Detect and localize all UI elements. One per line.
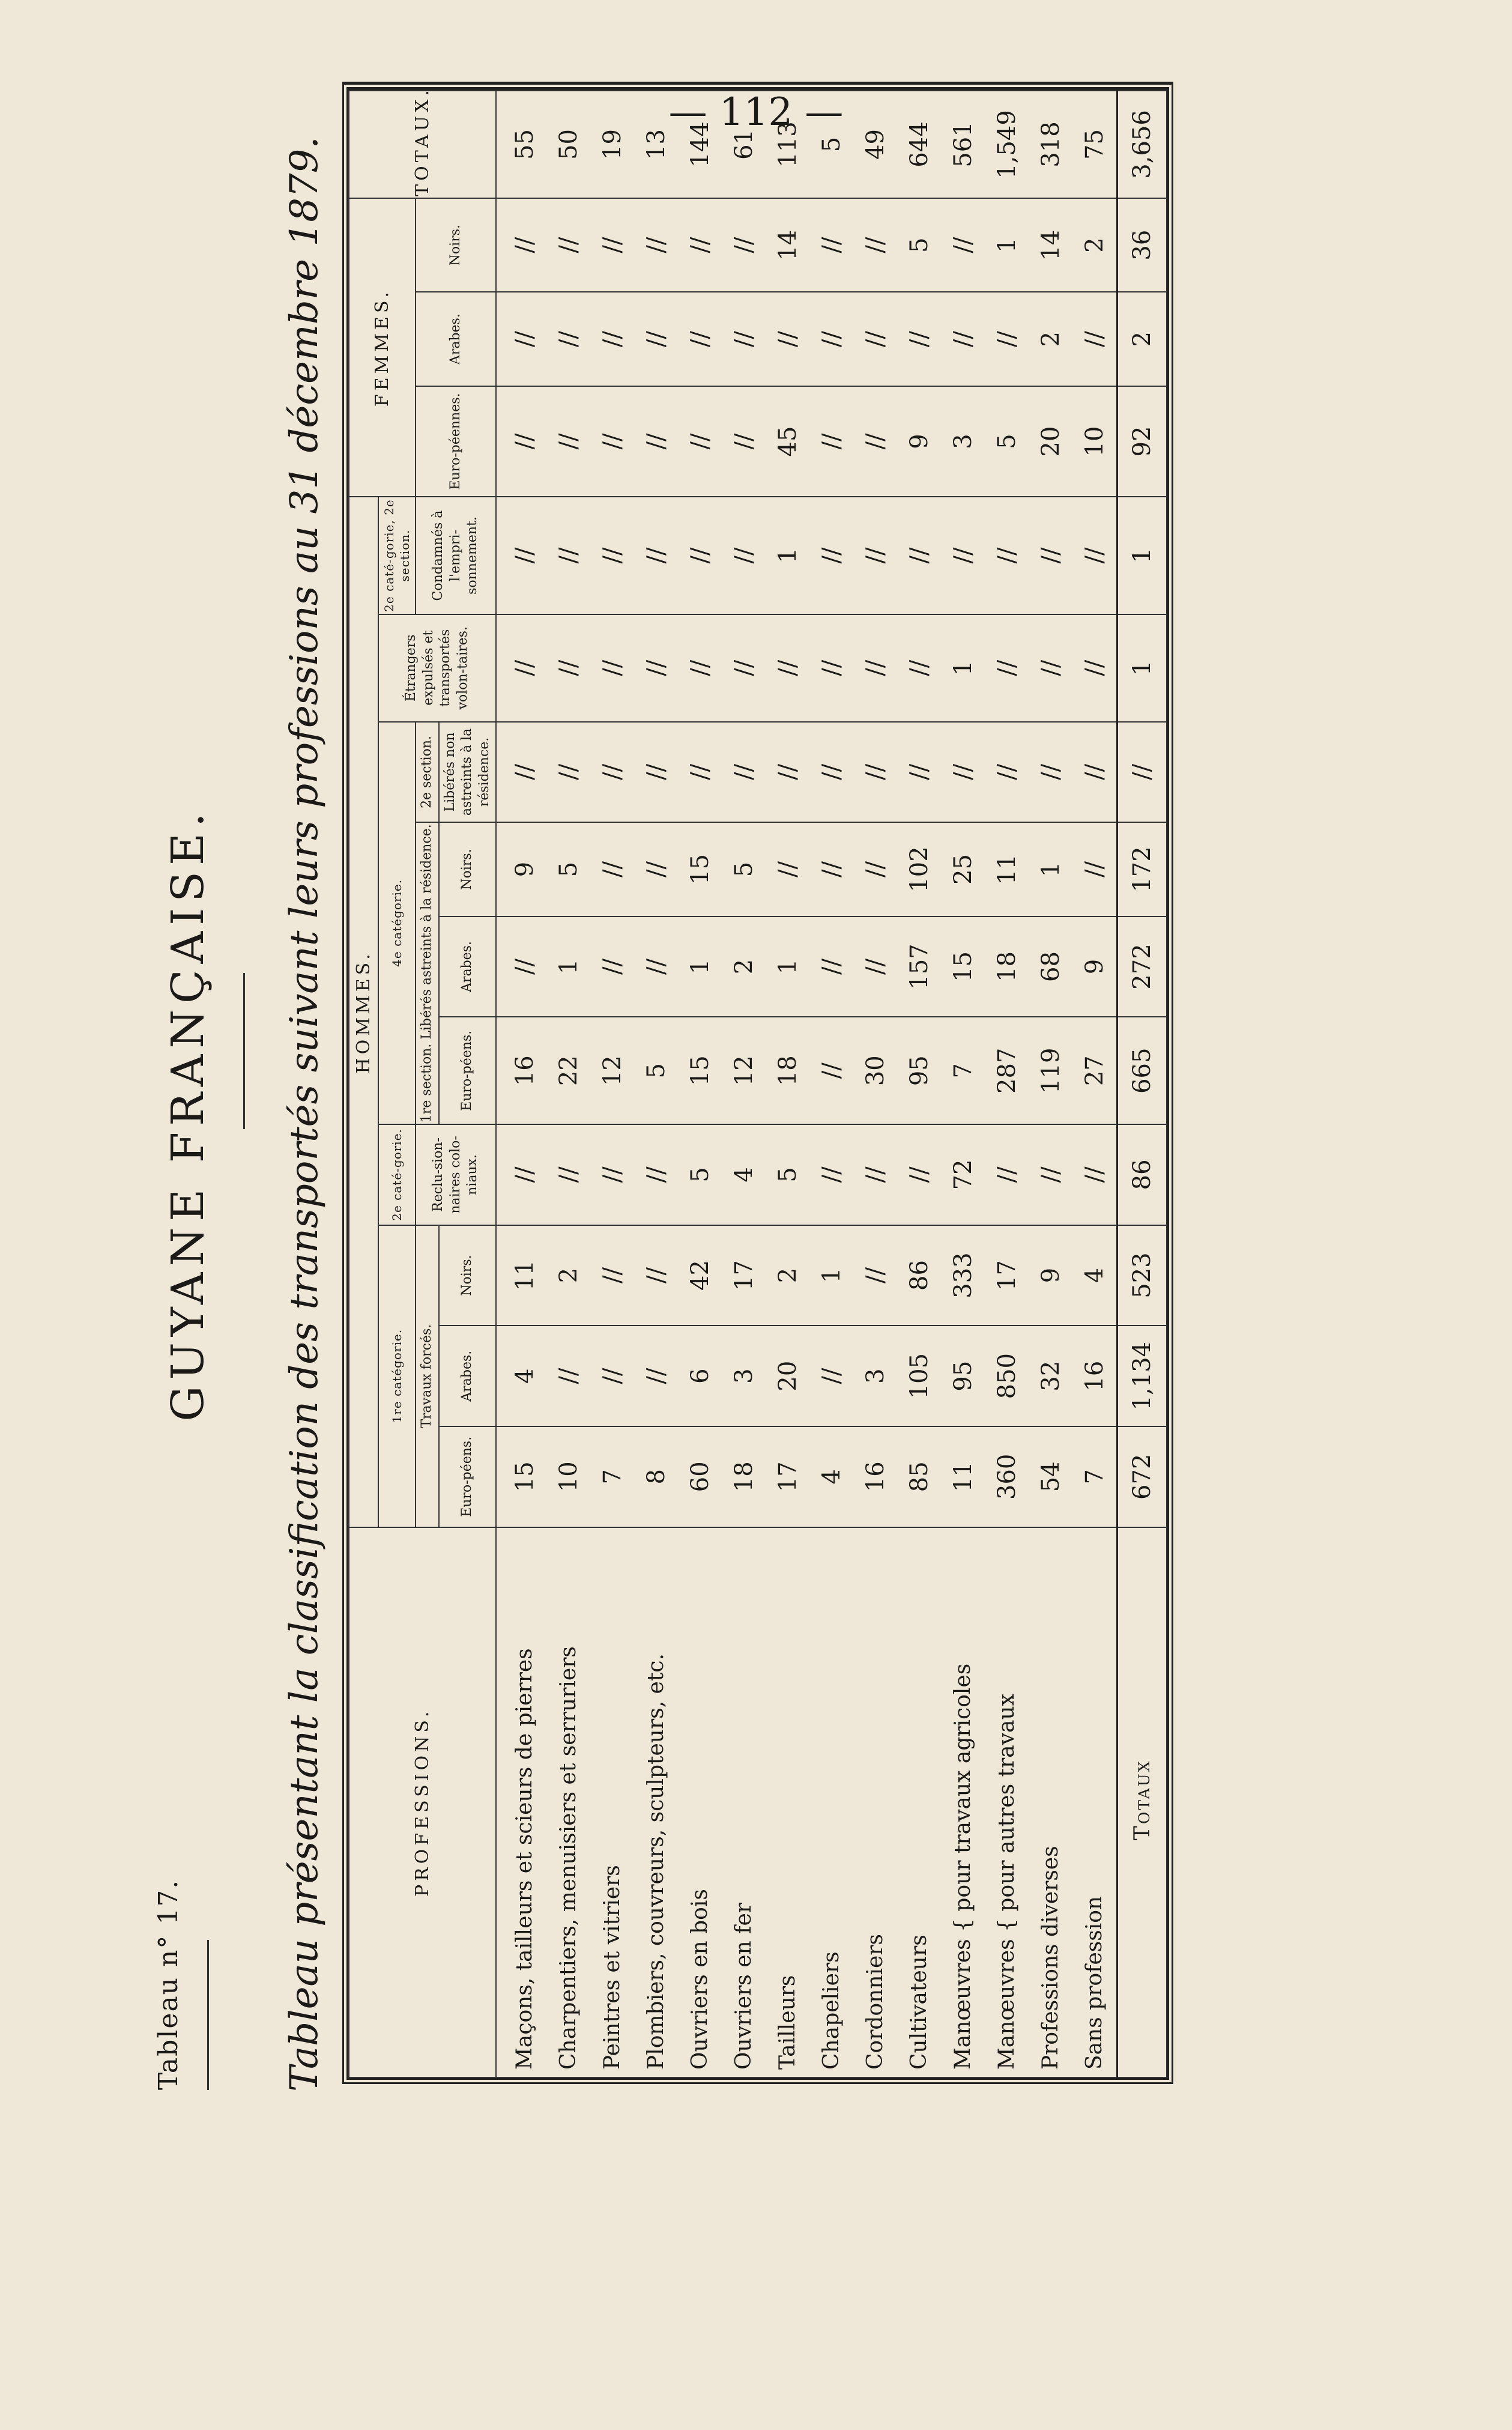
table-cell: // (1029, 1124, 1072, 1225)
table-cell: 644 (897, 91, 941, 198)
table-cell: // (941, 198, 985, 292)
table-cell: 11 (985, 822, 1029, 916)
table-cell: 95 (897, 1017, 941, 1124)
table-cell: 16 (853, 1426, 897, 1527)
table-cell: 1 (985, 198, 1029, 292)
table-cell: 272 (1117, 917, 1167, 1017)
table-row (722, 91, 766, 2077)
table-cell: // (496, 917, 546, 1017)
table-cell: 1 (546, 917, 590, 1017)
table-cell: // (1072, 497, 1117, 614)
table-cell: 4 (809, 1426, 853, 1527)
totals-row (1117, 91, 1167, 2077)
table-cell: 15 (678, 1017, 722, 1124)
table-row (1072, 91, 1117, 2077)
table-cell: 14 (766, 198, 809, 292)
table-cell: // (809, 822, 853, 916)
table-cell: 30 (853, 1017, 897, 1124)
col-h1-europeens: Euro-péens. (439, 1426, 497, 1527)
profession-label: Chapeliers (809, 1527, 853, 2077)
table-cell: // (496, 386, 546, 497)
table-cell: // (853, 292, 897, 386)
table-cell: 1 (766, 917, 809, 1017)
table-cell: 11 (941, 1426, 985, 1527)
table-cell: // (809, 1124, 853, 1225)
table-cell: // (590, 722, 634, 823)
table-cell: 49 (853, 91, 897, 198)
profession-label: Maçons, tailleurs et scieurs de pierres (496, 1527, 546, 2077)
data-table-frame (342, 82, 1173, 2084)
table-cell: // (634, 917, 678, 1017)
table-cell: // (1117, 722, 1167, 823)
table-cell: // (546, 292, 590, 386)
table-cell: 172 (1117, 822, 1167, 916)
totals-label: Totaux (1117, 1527, 1167, 2077)
table-cell: // (1072, 822, 1117, 916)
table-cell: // (722, 614, 766, 722)
col-reclusionnaires: Reclu-sion-naires colo-niaux. (416, 1124, 496, 1225)
table-cell: 1 (766, 497, 809, 614)
table-cell: // (1072, 1124, 1117, 1225)
table-cell: // (853, 614, 897, 722)
table-cell: // (546, 1124, 590, 1225)
col-cat1: 1re catégorie. (378, 1225, 416, 1527)
table-cell: // (678, 497, 722, 614)
table-cell: 9 (1072, 917, 1117, 1017)
table-cell: // (897, 722, 941, 823)
table-cell: // (634, 497, 678, 614)
table-cell: 17 (722, 1225, 766, 1326)
profession-label: Cultivateurs (897, 1527, 941, 2077)
table-cell: 14 (1029, 198, 1072, 292)
profession-label: Charpentiers, menuisiers et serruriers (546, 1527, 590, 2077)
table-cell: 2 (1117, 292, 1167, 386)
table-cell: 86 (1117, 1124, 1167, 1225)
profession-label: Ouvriers en bois (678, 1527, 722, 2077)
table-cell: // (590, 497, 634, 614)
col-h4-noirs: Noirs. (439, 822, 497, 916)
table-cell: 17 (766, 1426, 809, 1527)
table-cell: 36 (1117, 198, 1167, 292)
table-row (809, 91, 853, 2077)
table-cell: 60 (678, 1426, 722, 1527)
table-cell: // (1029, 614, 1072, 722)
table-cell: 13 (634, 91, 678, 198)
table-cell: // (809, 292, 853, 386)
table-cell: // (985, 614, 1029, 722)
table-cell: 5 (897, 198, 941, 292)
profession-label: Peintres et vitriers (590, 1527, 634, 2077)
table-cell: 5 (809, 91, 853, 198)
table-cell: // (809, 917, 853, 1017)
table-row (1029, 91, 1072, 2077)
table-cell: // (678, 614, 722, 722)
table-cell: 15 (941, 917, 985, 1017)
table-cell: 10 (1072, 386, 1117, 497)
table-cell: 1,549 (985, 91, 1029, 198)
table-cell: 360 (985, 1426, 1029, 1527)
profession-label: Professions diverses (1029, 1527, 1072, 2077)
table-cell: 75 (1072, 91, 1117, 198)
table-cell: // (809, 614, 853, 722)
col-f-noirs: Noirs. (416, 198, 496, 292)
col-totaux: TOTAUX. (349, 91, 496, 198)
table-cell: 17 (985, 1225, 1029, 1326)
table-cell: 16 (496, 1017, 546, 1124)
table-row (546, 91, 590, 2077)
table-cell: // (985, 292, 1029, 386)
table-cell: 9 (897, 386, 941, 497)
table-cell: // (722, 386, 766, 497)
table-cell: // (809, 497, 853, 614)
table-cell: // (590, 614, 634, 722)
table-cell: 2 (1029, 292, 1072, 386)
table-cell: // (634, 822, 678, 916)
profession-label: Cordonniers (853, 1527, 897, 2077)
table-cell: 1 (678, 917, 722, 1017)
table-cell: 5 (766, 1124, 809, 1225)
table-cell: // (985, 1124, 1029, 1225)
table-cell: 8 (634, 1426, 678, 1527)
col-etrangers: Étrangers expulsés et transportés volon-taires. (378, 614, 496, 722)
table-cell: 25 (941, 822, 985, 916)
table-cell: // (590, 292, 634, 386)
table-cell: // (496, 292, 546, 386)
table-cell: // (496, 198, 546, 292)
table-cell: // (678, 292, 722, 386)
col-cat4: 4e catégorie. (378, 722, 416, 1125)
table-cell: // (722, 497, 766, 614)
table-cell: // (634, 614, 678, 722)
table-cell: 672 (1117, 1426, 1167, 1527)
page-title: GUYANE FRANÇAISE. (162, 807, 214, 1422)
table-cell: // (941, 497, 985, 614)
table-cell: // (897, 292, 941, 386)
table-cell: 55 (496, 91, 546, 198)
table-cell: 6 (678, 1326, 722, 1426)
table-cell: 157 (897, 917, 941, 1017)
table-cell: // (809, 1017, 853, 1124)
table-cell: 95 (941, 1326, 985, 1426)
table-cell: 18 (722, 1426, 766, 1527)
col-h4-arabes: Arabes. (439, 917, 497, 1017)
table-cell: // (590, 917, 634, 1017)
table-cell: 9 (1029, 1225, 1072, 1326)
table-row (853, 91, 897, 2077)
table-cell: 15 (678, 822, 722, 916)
col-condamnes: Condamnés à l'empri-sonnement. (416, 497, 496, 614)
col-f-arabes: Arabes. (416, 292, 496, 386)
table-cell: // (678, 722, 722, 823)
table-cell: 45 (766, 386, 809, 497)
table-cell: // (853, 386, 897, 497)
table-cell: 16 (1072, 1326, 1117, 1426)
table-cell: // (590, 386, 634, 497)
table-cell: 5 (546, 822, 590, 916)
table-cell: 4 (496, 1326, 546, 1426)
table-cell: 2 (546, 1225, 590, 1326)
table-cell: // (853, 1124, 897, 1225)
table-cell: 5 (634, 1017, 678, 1124)
table-cell: 86 (897, 1225, 941, 1326)
table-cell: 2 (766, 1225, 809, 1326)
table-cell: 72 (941, 1124, 985, 1225)
table-cell: 1,134 (1117, 1326, 1167, 1426)
col-cat4-section1: 1re section. Libérés astreints à la résidence. (416, 822, 439, 1124)
table-cell: 1 (809, 1225, 853, 1326)
table-cell: // (853, 722, 897, 823)
table-cell: 19 (590, 91, 634, 198)
table-cell: // (1072, 292, 1117, 386)
table-cell: 333 (941, 1225, 985, 1326)
table-cell: 113 (766, 91, 809, 198)
table-cell: 2 (722, 917, 766, 1017)
table-cell: // (1029, 722, 1072, 823)
table-cell: // (766, 722, 809, 823)
table-cell: // (590, 1124, 634, 1225)
table-row (897, 91, 941, 2077)
table-cell: 3,656 (1117, 91, 1167, 198)
table-cell: 10 (546, 1426, 590, 1527)
col-travaux-forces: Travaux forcés. (416, 1225, 439, 1527)
table-cell: // (1072, 614, 1117, 722)
table-cell: 22 (546, 1017, 590, 1124)
table-cell: // (546, 722, 590, 823)
table-cell: // (634, 722, 678, 823)
table-cell: // (590, 198, 634, 292)
table-cell: // (634, 1225, 678, 1326)
table-cell: // (546, 198, 590, 292)
table-cell: 54 (1029, 1426, 1072, 1527)
page-number: — 112 — (668, 90, 844, 135)
table-cell: // (634, 198, 678, 292)
table-cell: 68 (1029, 917, 1072, 1017)
table-cell: 105 (897, 1326, 941, 1426)
table-cell: // (546, 1326, 590, 1426)
table-cell: // (634, 1124, 678, 1225)
table-cell: 5 (985, 386, 1029, 497)
table-row (496, 91, 546, 2077)
table-cell: 11 (496, 1225, 546, 1326)
table-cell: 18 (985, 917, 1029, 1017)
table-cell: // (897, 497, 941, 614)
table-cell: // (941, 722, 985, 823)
table-cell: 18 (766, 1017, 809, 1124)
table-cell: // (853, 917, 897, 1017)
table-cell: 7 (1072, 1426, 1117, 1527)
table-cell: 4 (722, 1124, 766, 1225)
profession-label: Tailleurs (766, 1527, 809, 2077)
table-cell: 102 (897, 822, 941, 916)
table-cell: 1 (1117, 497, 1167, 614)
col-h1-noirs: Noirs. (439, 1225, 497, 1326)
table-cell: // (809, 386, 853, 497)
col-h1-arabes: Arabes. (439, 1326, 497, 1426)
table-cell: // (634, 292, 678, 386)
table-cell: 850 (985, 1326, 1029, 1426)
table-cell: // (941, 292, 985, 386)
col-hommes: HOMMES. (349, 497, 378, 1527)
table-cell: // (590, 1225, 634, 1326)
table-cell: // (634, 1326, 678, 1426)
table-cell: 7 (590, 1426, 634, 1527)
table-cell: // (1072, 722, 1117, 823)
table-cell: // (496, 722, 546, 823)
table-cell: 318 (1029, 91, 1072, 198)
divider (243, 973, 245, 1129)
table-row (590, 91, 634, 2077)
col-cat2b: 2e caté-gorie, 2e section. (378, 497, 416, 614)
col-professions: PROFESSIONS. (349, 1527, 496, 2077)
data-table (348, 86, 1167, 2078)
table-cell: // (766, 292, 809, 386)
table-cell: // (985, 497, 1029, 614)
profession-label: Manœuvres { pour autres travaux (985, 1527, 1029, 2077)
table-cell: // (853, 1225, 897, 1326)
table-cell: // (766, 822, 809, 916)
table-cell: // (809, 198, 853, 292)
table-cell: // (496, 1124, 546, 1225)
table-cell: // (985, 722, 1029, 823)
profession-label: Manœuvres { pour travaux agricoles (941, 1527, 985, 2077)
table-cell: 119 (1029, 1017, 1072, 1124)
table-row (766, 91, 809, 2077)
col-f-europeennes: Euro-péennes. (416, 386, 496, 497)
table-cell: // (897, 614, 941, 722)
table-row (678, 91, 722, 2077)
table-cell: 144 (678, 91, 722, 198)
table-cell: 523 (1117, 1225, 1167, 1326)
table-cell: 287 (985, 1017, 1029, 1124)
table-cell: 15 (496, 1426, 546, 1527)
table-cell: // (766, 614, 809, 722)
table-cell: // (722, 198, 766, 292)
col-cat4-section2: 2e section. (416, 722, 439, 823)
table-cell: 1 (1117, 614, 1167, 722)
table-cell: // (546, 614, 590, 722)
table-cell: 92 (1117, 386, 1167, 497)
table-cell: 7 (941, 1017, 985, 1124)
table-cell: 3 (941, 386, 985, 497)
table-cell: // (809, 722, 853, 823)
table-cell: 85 (897, 1426, 941, 1527)
table-cell: // (809, 1326, 853, 1426)
table-cell: 561 (941, 91, 985, 198)
table-row (634, 91, 678, 2077)
table-cell: // (546, 497, 590, 614)
table-cell: // (853, 198, 897, 292)
table-cell: // (496, 497, 546, 614)
table-cell: // (853, 497, 897, 614)
col-cat2: 2e caté-gorie. (378, 1124, 416, 1225)
table-cell: // (678, 386, 722, 497)
table-cell: 2 (1072, 198, 1117, 292)
table-cell: // (722, 292, 766, 386)
table-row (941, 91, 985, 2077)
col-h4-europeens: Euro-péens. (439, 1017, 497, 1124)
table-cell: // (590, 1326, 634, 1426)
table-cell: 42 (678, 1225, 722, 1326)
col-femmes: FEMMES. (349, 198, 416, 497)
table-cell: 1 (1029, 822, 1072, 916)
table-cell: 61 (722, 91, 766, 198)
table-cell: 4 (1072, 1225, 1117, 1326)
table-cell: 3 (722, 1326, 766, 1426)
table-cell: 5 (678, 1124, 722, 1225)
col-h4-liberes-non-astreints: Libérés non astreints à la résidence. (439, 722, 497, 823)
table-cell: // (634, 386, 678, 497)
profession-label: Plombiers, couvreurs, sculpteurs, etc. (634, 1527, 678, 2077)
table-cell: 5 (722, 822, 766, 916)
table-cell: 20 (766, 1326, 809, 1426)
table-cell: 27 (1072, 1017, 1117, 1124)
table-cell: // (722, 722, 766, 823)
table-cell: 9 (496, 822, 546, 916)
table-cell: // (546, 386, 590, 497)
table-cell: 665 (1117, 1017, 1167, 1124)
table-cell: 50 (546, 91, 590, 198)
table-cell: // (853, 822, 897, 916)
table-cell: 12 (590, 1017, 634, 1124)
table-cell: 20 (1029, 386, 1072, 497)
table-row (985, 91, 1029, 2077)
table-cell: // (1029, 497, 1072, 614)
table-cell: // (496, 614, 546, 722)
table-cell: // (678, 198, 722, 292)
table-cell: 32 (1029, 1326, 1072, 1426)
table-number: Tableau n° 17. (153, 1879, 184, 2090)
profession-label: Sans profession (1072, 1527, 1117, 2077)
table-cell: 12 (722, 1017, 766, 1124)
table-cell: // (590, 822, 634, 916)
table-cell: 3 (853, 1326, 897, 1426)
profession-label: Ouvriers en fer (722, 1527, 766, 2077)
table-cell: // (897, 1124, 941, 1225)
table-caption: Tableau présentant la classification des transportés suivant leurs professions au 31 décembre 1879. (282, 136, 327, 2092)
table-cell: 1 (941, 614, 985, 722)
